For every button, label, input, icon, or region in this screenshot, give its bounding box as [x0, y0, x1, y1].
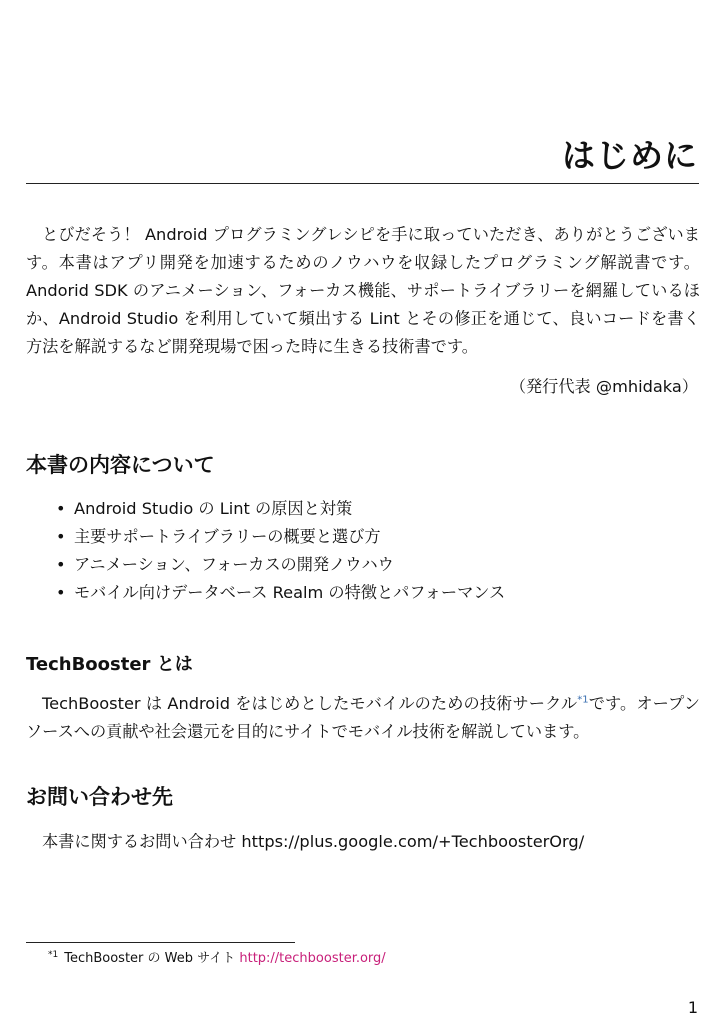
list-item: • アニメーション、フォーカスの開発ノウハウ — [56, 551, 505, 579]
page-number: 1 — [687, 998, 698, 1017]
publisher-signature: （発行代表 @mhidaka） — [509, 377, 698, 396]
title-divider — [26, 183, 699, 184]
contents-heading: 本書の内容について — [26, 453, 215, 477]
techbooster-text-before: TechBooster は Android をはじめとしたモバイルのための技術サークル — [42, 694, 578, 713]
page-title: はじめに — [562, 136, 698, 175]
contents-list — [56, 495, 505, 607]
footnote-mark: *1 — [48, 949, 59, 960]
footnote — [48, 947, 386, 966]
techbooster-paragraph — [26, 690, 700, 746]
contact-heading: お問い合わせ先 — [26, 785, 173, 809]
footnote-reference-link[interactable]: *1 — [577, 694, 589, 706]
list-item: • Android Studio の Lint の原因と対策 — [56, 495, 505, 523]
list-item: • 主要サポートライブラリーの概要と選び方 — [56, 523, 505, 551]
footnote-text: TechBooster の Web サイト — [64, 951, 240, 966]
intro-paragraph: とびだそう！ Android プログラミングレシピを手に取っていただき、ありがとうございます。本書はアプリ開発を加速するためのノウハウを収録したプログラミング解説書です。Andorid SDK のアニメーション、フォーカス機能、サポートライブラリーを網羅しているほか、Android Studio を利用していて頻出する Lint とその修正を通じて、良いコードを書く方法を解説するなど開発現場で困った時に生きる技術書です。 — [26, 225, 700, 356]
techbooster-website-link[interactable]: http://techbooster.org/ — [239, 951, 386, 966]
contact-text: 本書に関するお問い合わせ https://plus.google.com/+TechboosterOrg/ — [42, 832, 585, 851]
techbooster-heading: TechBooster とは — [26, 654, 193, 675]
techbooster-text-after: です。オープンソースへの貢献や社会還元を目的にサイトでモバイル技術を解説しています。 — [26, 694, 700, 741]
list-item: • モバイル向けデータベース Realm の特徴とパフォーマンス — [56, 579, 505, 607]
footnote-divider — [26, 942, 295, 943]
